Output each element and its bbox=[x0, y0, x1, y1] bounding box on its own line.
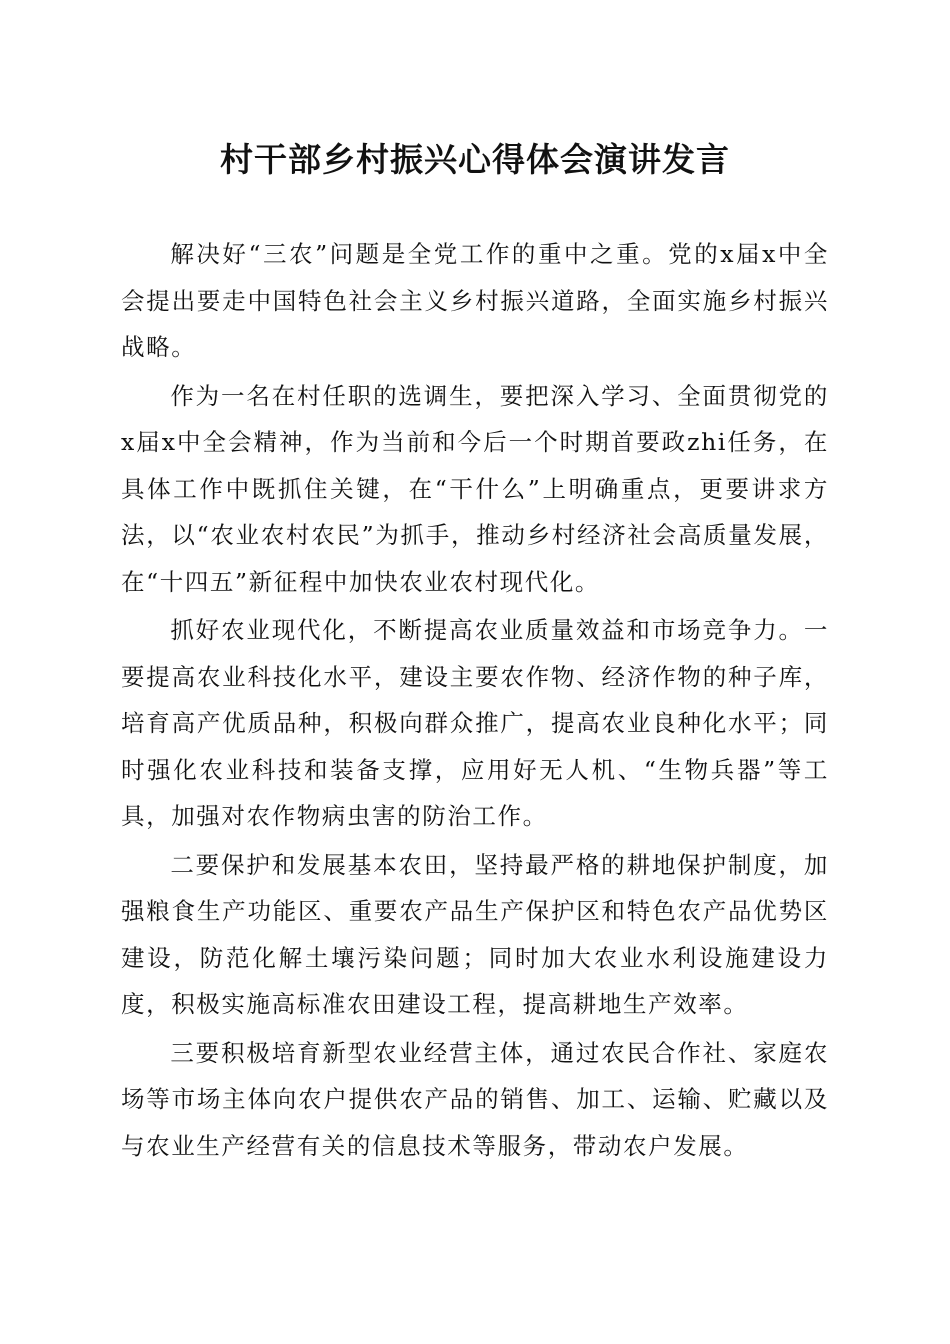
paragraph: 作为一名在村任职的选调生，要把深入学习、全面贯彻党的x届x中全会精神，作为当前和今后一个时期首要政zhi任务，在具体工作中既抓住关键，在“干什么”上明确重点，更要讲求方法，以“农业农村农民”为抓手，推动乡村经济社会高质量发展，在“十四五”新征程中加快农业农村现代化。 bbox=[121, 381, 829, 596]
paragraph: 解决好“三农”问题是全党工作的重中之重。党的x届x中全会提出要走中国特色社会主义乡村振兴道路，全面实施乡村振兴战略。 bbox=[121, 240, 829, 361]
paragraph: 二要保护和发展基本农田，坚持最严格的耕地保护制度，加强粮食生产功能区、重要农产品生产保护区和特色农产品优势区建设，防范化解土壤污染问题；同时加大农业水利设施建设力度，积极实施高标准农田建设工程，提高耕地生产效率。 bbox=[121, 850, 829, 1018]
paragraph: 三要积极培育新型农业经营主体，通过农民合作社、家庭农场等市场主体向农户提供农产品的销售、加工、运输、贮藏以及与农业生产经营有关的信息技术等服务，带动农户发展。 bbox=[121, 1038, 829, 1160]
document-body bbox=[121, 231, 829, 1171]
document-title: 村干部乡村振兴心得体会演讲发言 bbox=[220, 140, 730, 179]
paragraph: 抓好农业现代化，不断提高农业质量效益和市场竞争力。一要提高农业科技化水平，建设主要农作物、经济作物的种子库，培育高产优质品种，积极向群众推广，提高农业良种化水平；同时强化农业科技和装备支撑，应用好无人机、“生物兵器”等工具，加强对农作物病虫害的防治工作。 bbox=[121, 616, 829, 830]
